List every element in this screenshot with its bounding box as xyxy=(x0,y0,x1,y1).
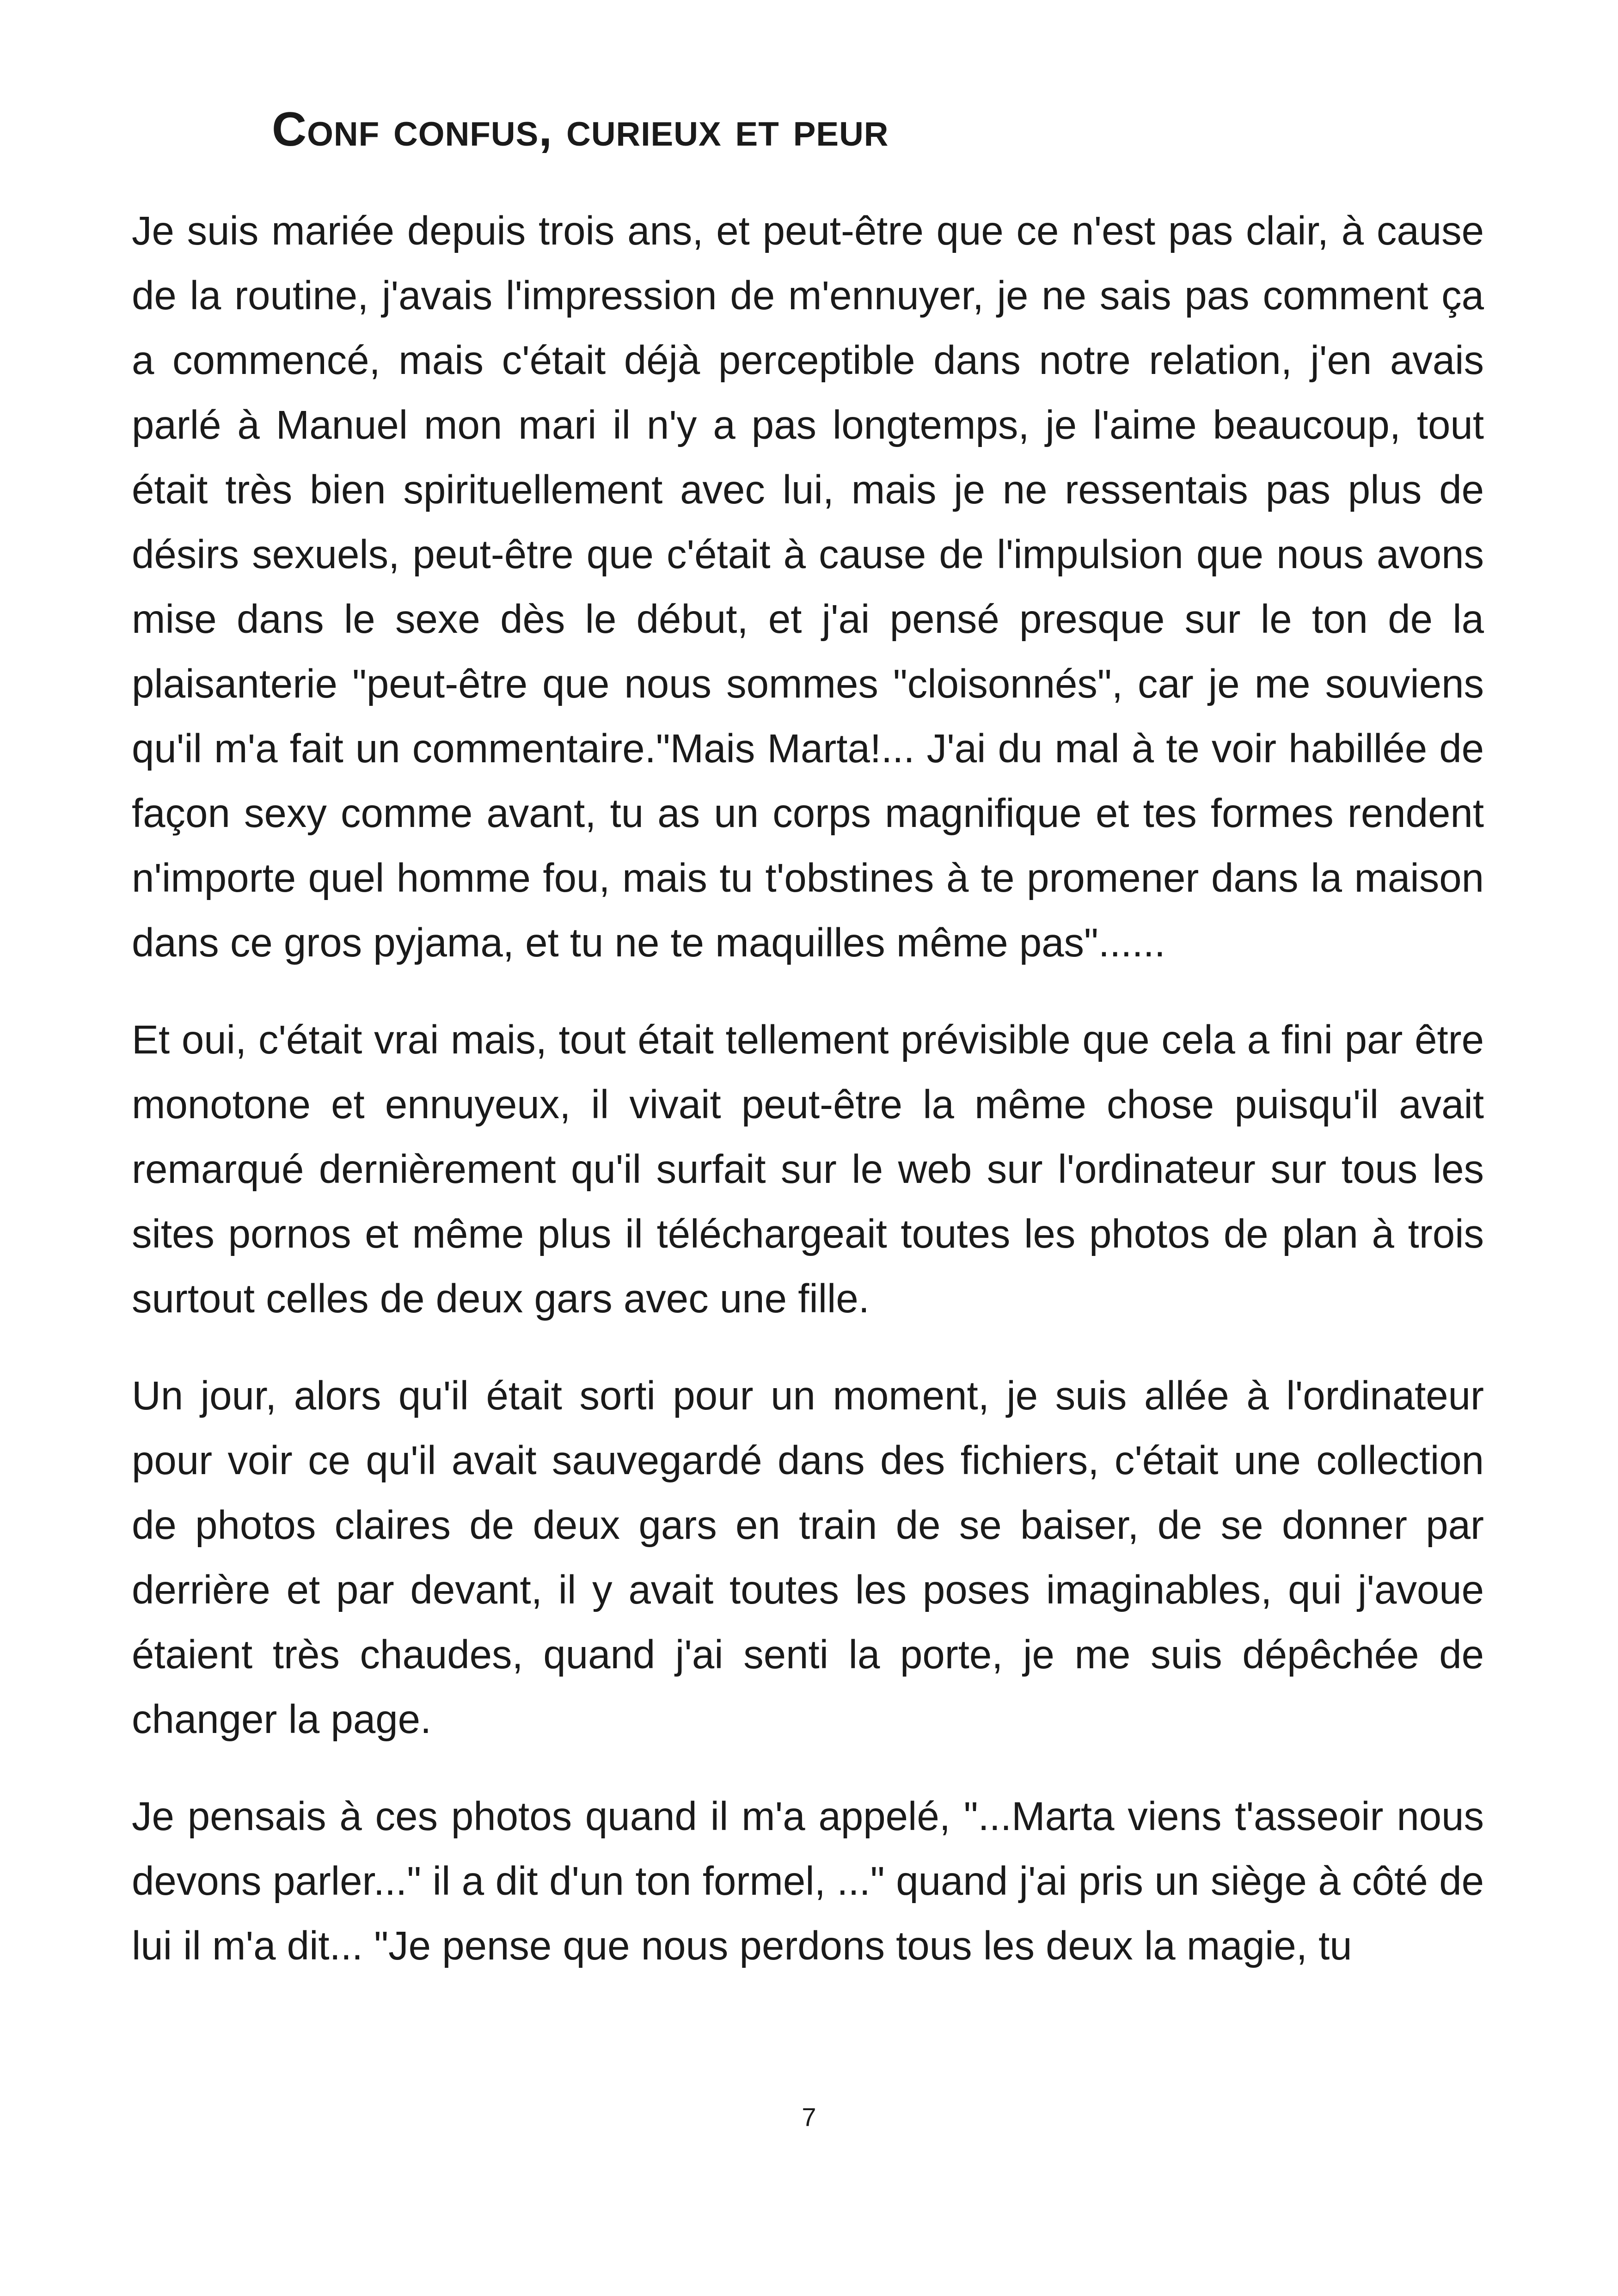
page-number: 7 xyxy=(802,2102,816,2131)
paragraph-3: Un jour, alors qu'il était sorti pour un moment, je suis allée à l'ordinateur pour voir ce qu'il avait sauvegardé dans des fichiers, c'était une collection de photos claires de deux gars en train de se baiser, de se donner par derrière et par devant, il y avait toutes les poses imaginables, qui j'avoue étaient très chaudes, quand j'ai senti la porte, je me suis dépêchée de changer la page. xyxy=(132,1373,1484,1742)
body-text xyxy=(132,199,1484,2011)
paragraph-1: Je suis mariée depuis trois ans, et peut-être que ce n'est pas clair, à cause de la routine, j'avais l'impression de m'ennuyer, je ne sais pas comment ça a commencé, mais c'était déjà perceptible dans notre relation, j'en avais parlé à Manuel mon mari il n'y a pas longtemps, je l'aime beaucoup, tout était très bien spirituellement avec lui, mais je ne ressentais pas plus de désirs sexuels, peut-être que c'était à cause de l'impulsion que nous avons mise dans le sexe dès le début, et j'ai pensé presque sur le ton de la plaisanterie "peut-être que nous sommes "cloisonnés", car je me souviens qu'il m'a fait un commentaire."Mais Marta!... J'ai du mal à te voir habillée de façon sexy comme avant, tu as un corps magnifique et tes formes rendent n'importe quel homme fou, mais tu t'obstines à te promener dans la maison dans ce gros pyjama, et tu ne te maquilles même pas"...... xyxy=(132,208,1484,965)
paragraph-4: Je pensais à ces photos quand il m'a appelé, "...Marta viens t'asseoir nous devons parler..." il a dit d'un ton formel, ..." quand j'ai pris un siège à côté de lui il m'a dit... "Je pense que nous perdons tous les deux la magie, tu xyxy=(132,1794,1484,1968)
chapter-title: Conf confus, curieux et peur xyxy=(272,103,889,156)
paragraph-2: Et oui, c'était vrai mais, tout était tellement prévisible que cela a fini par être monotone et ennuyeux, il vivait peut-être la même chose puisqu'il avait remarqué dernièrement qu'il surfait sur le web sur l'ordinateur sur tous les sites pornos et même plus il téléchargeait toutes les photos de plan à trois surtout celles de deux gars avec une fille. xyxy=(132,1017,1484,1321)
